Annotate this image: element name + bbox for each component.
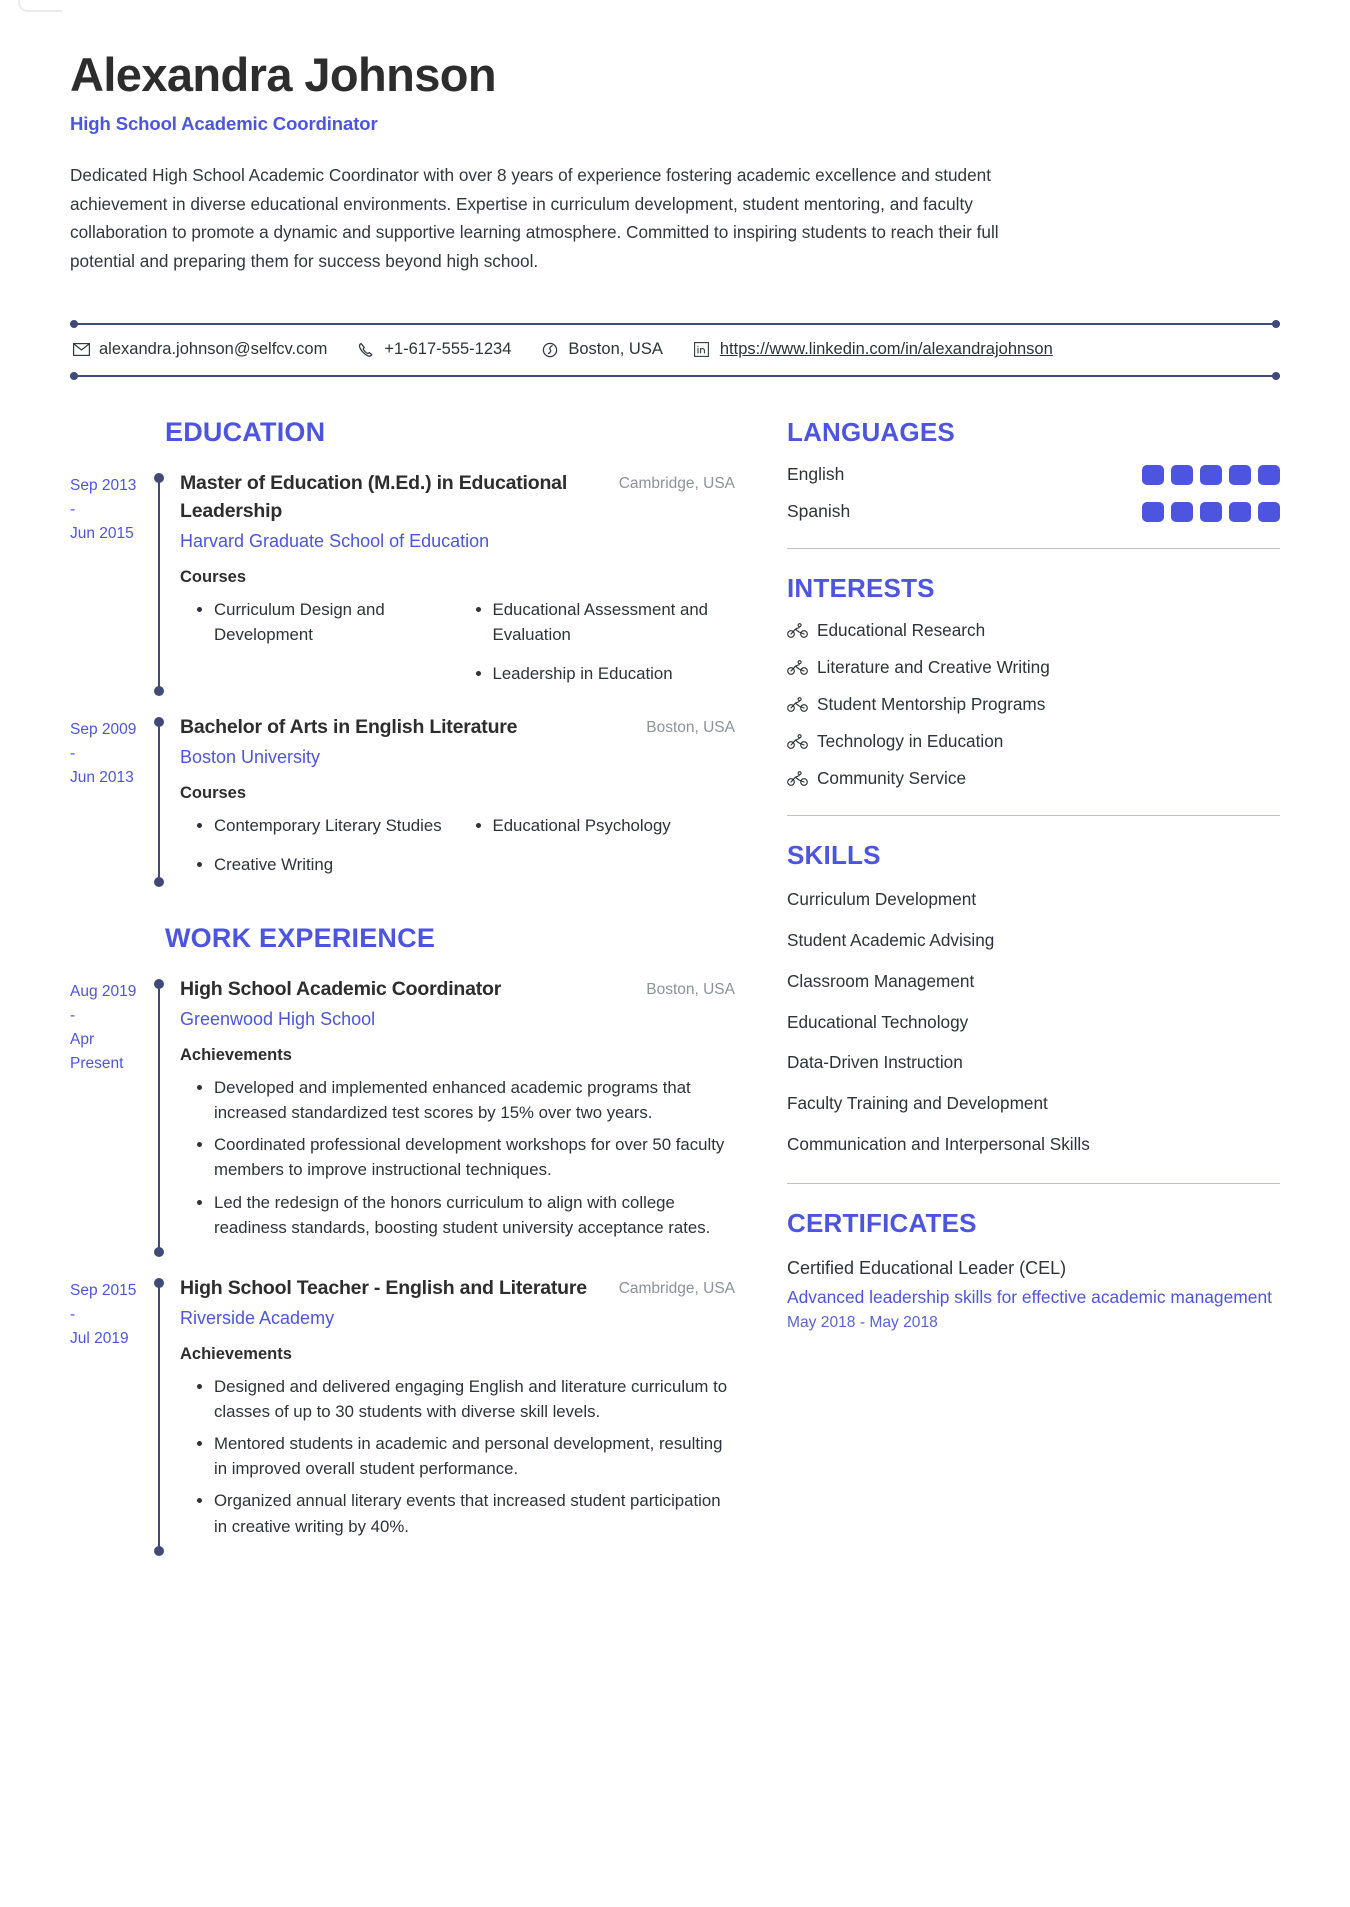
bicycle-icon xyxy=(787,660,808,675)
degree-title: Bachelor of Arts in English Literature xyxy=(180,716,518,739)
education-entry xyxy=(70,470,735,692)
work-entry xyxy=(70,976,735,1253)
work-entry xyxy=(70,1275,735,1552)
interest-item xyxy=(787,731,1280,752)
courses-label: Courses xyxy=(180,567,247,586)
company-name: Riverside Academy xyxy=(180,1307,335,1328)
courses-list xyxy=(180,813,735,877)
level-square xyxy=(1142,502,1164,522)
skill-item: Faculty Training and Development xyxy=(787,1093,1048,1114)
level-square xyxy=(1142,465,1164,485)
skill-item: Data-Driven Instruction xyxy=(787,1052,963,1073)
date-start: Aug 2019 xyxy=(70,983,137,1001)
date-dash: - xyxy=(70,1306,76,1324)
bicycle-icon xyxy=(787,771,808,786)
interest-label: Community Service xyxy=(817,768,966,789)
professional-summary: Dedicated High School Academic Coordinator with over 8 years of experience fostering academic excellence and student achievement in diverse educational environments. Expertise in curriculum development, student mentoring, and faculty collaboration to promote a dynamic and supportive learning atmosphere. Committed to inspiring students to reach their full potential and preparing them for success beyond high school. xyxy=(70,165,999,271)
contact-email[interactable] xyxy=(72,340,327,359)
section-interests xyxy=(787,573,1280,789)
date-end: Jun 2015 xyxy=(70,525,134,543)
section-title-certificates: CERTIFICATES xyxy=(787,1207,977,1238)
level-square xyxy=(1258,465,1280,485)
timeline-marker xyxy=(152,714,166,883)
list-item: • Curriculum Design and Development xyxy=(214,597,457,647)
timeline-marker xyxy=(152,976,166,1253)
contact-location-text: Boston, USA xyxy=(568,340,663,359)
resume-header xyxy=(70,0,1280,275)
certificate-date: May 2018 - May 2018 xyxy=(787,1313,938,1331)
interest-item xyxy=(787,657,1280,678)
timeline-marker xyxy=(152,1275,166,1552)
level-square xyxy=(1200,502,1222,522)
sidebar-divider xyxy=(787,1183,1280,1184)
list-item: • Developed and implemented enhanced academic programs that increased standardized test scores by 15% over two years. xyxy=(214,1075,735,1125)
date-end-line2: Present xyxy=(70,1055,124,1073)
education-dates xyxy=(70,714,152,883)
achievements-label: Achievements xyxy=(180,1045,292,1064)
list-item: • Coordinated professional development workshops for over 50 faculty members to improve instructional techniques. xyxy=(214,1132,735,1182)
sidebar-divider xyxy=(787,815,1280,816)
date-end: Jun 2013 xyxy=(70,769,134,787)
courses-label: Courses xyxy=(180,783,247,802)
education-location: Boston, USA xyxy=(646,719,735,737)
work-location: Boston, USA xyxy=(646,981,735,999)
language-level-meter xyxy=(1142,465,1280,485)
phone-icon xyxy=(357,341,375,359)
school-name: Harvard Graduate School of Education xyxy=(180,530,490,551)
list-item: • Organized annual literary events that increased student participation in creative writing by 40%. xyxy=(214,1488,735,1538)
envelope-icon xyxy=(72,341,90,359)
certificate-name: Certified Educational Leader (CEL) xyxy=(787,1257,1067,1278)
date-dash: - xyxy=(70,745,76,763)
skill-item: Student Academic Advising xyxy=(787,930,995,950)
interest-label: Student Mentorship Programs xyxy=(817,694,1046,715)
school-name: Boston University xyxy=(180,746,321,767)
job-role-title: High School Academic Coordinator xyxy=(180,978,502,1001)
interest-item xyxy=(787,694,1280,715)
work-dates xyxy=(70,976,152,1253)
corner-decoration xyxy=(18,0,62,12)
contact-location xyxy=(541,340,662,359)
list-item: • Led the redesign of the honors curriculum to align with college readiness standards, boosting student university acceptance rates. xyxy=(214,1190,735,1240)
linkedin-icon xyxy=(693,341,711,359)
job-role-title: High School Teacher - English and Literature xyxy=(180,1277,587,1300)
skill-item: Curriculum Development xyxy=(787,889,977,910)
list-item: • Educational Assessment and Evaluation xyxy=(493,597,736,647)
location-pin-icon xyxy=(541,341,559,359)
date-end: Jul 2019 xyxy=(70,1330,129,1348)
contact-bottom-rule xyxy=(70,375,1280,377)
interest-label: Educational Research xyxy=(817,620,986,641)
interest-label: Technology in Education xyxy=(817,731,1004,752)
work-dates xyxy=(70,1275,152,1552)
language-level-meter xyxy=(1142,502,1280,522)
sidebar-divider xyxy=(787,548,1280,549)
section-title-work-experience: WORK EXPERIENCE xyxy=(165,923,436,954)
date-start: Sep 2009 xyxy=(70,721,137,739)
language-name: Spanish xyxy=(787,501,851,522)
interest-item xyxy=(787,768,1280,789)
courses-list xyxy=(180,597,735,687)
section-title-languages: LANGUAGES xyxy=(787,417,955,448)
list-item: • Leadership in Education xyxy=(493,661,736,686)
section-skills xyxy=(787,840,1280,1156)
work-location: Cambridge, USA xyxy=(618,1280,735,1298)
list-item: • Contemporary Literary Studies xyxy=(214,813,457,838)
achievements-label: Achievements xyxy=(180,1344,292,1363)
sidebar-column xyxy=(787,417,1280,1552)
level-square xyxy=(1229,465,1251,485)
education-location: Cambridge, USA xyxy=(618,475,735,493)
page-title: Alexandra Johnson xyxy=(70,48,496,101)
interest-item xyxy=(787,620,1280,641)
achievements-list xyxy=(180,1374,735,1539)
language-row xyxy=(787,501,1280,522)
date-dash: - xyxy=(70,501,76,519)
section-title-skills: SKILLS xyxy=(787,840,881,871)
date-dash: - xyxy=(70,1007,76,1025)
certificate-description: Advanced leadership skills for effective academic management xyxy=(787,1286,1272,1307)
level-square xyxy=(1171,502,1193,522)
company-name: Greenwood High School xyxy=(180,1008,376,1029)
section-title-interests: INTERESTS xyxy=(787,573,935,604)
level-square xyxy=(1229,502,1251,522)
contact-linkedin-text[interactable]: https://www.linkedin.com/in/alexandrajohnson xyxy=(719,340,1053,359)
skill-item: Communication and Interpersonal Skills xyxy=(787,1133,1090,1154)
level-square xyxy=(1200,465,1222,485)
section-title-education: EDUCATION xyxy=(165,417,326,448)
date-start: Sep 2015 xyxy=(70,1282,137,1300)
section-certificates xyxy=(787,1208,1280,1332)
interest-label: Literature and Creative Writing xyxy=(817,657,1050,678)
bicycle-icon xyxy=(787,734,808,749)
list-item: • Designed and delivered engaging English and literature curriculum to classes of up to 30 students with diverse skill levels. xyxy=(214,1374,735,1424)
skill-item: Educational Technology xyxy=(787,1011,969,1032)
achievements-list xyxy=(180,1075,735,1240)
education-dates xyxy=(70,470,152,692)
contact-phone-text: +1-617-555-1234 xyxy=(384,340,512,359)
bicycle-icon xyxy=(787,623,808,638)
main-column xyxy=(70,417,735,1552)
certificate-item xyxy=(787,1255,1280,1332)
contact-linkedin[interactable] xyxy=(693,340,1053,359)
language-name: English xyxy=(787,464,845,485)
section-languages xyxy=(787,417,1280,522)
date-end-line1: Apr xyxy=(70,1031,95,1049)
level-square xyxy=(1258,502,1280,522)
contact-phone[interactable] xyxy=(357,340,511,359)
list-item: • Creative Writing xyxy=(214,852,457,877)
language-row xyxy=(787,464,1280,485)
list-item: • Educational Psychology xyxy=(493,813,736,838)
contact-bar xyxy=(70,309,1280,387)
list-item: • Mentored students in academic and personal development, resulting in improved overall student performance. xyxy=(214,1431,735,1481)
bicycle-icon xyxy=(787,697,808,712)
level-square xyxy=(1171,465,1193,485)
skill-item: Classroom Management xyxy=(787,970,975,991)
job-title: High School Academic Coordinator xyxy=(70,113,378,135)
timeline-marker xyxy=(152,470,166,692)
contact-top-rule xyxy=(70,323,1280,325)
education-entry xyxy=(70,714,735,883)
date-start: Sep 2013 xyxy=(70,477,137,495)
contact-email-text: alexandra.johnson@selfcv.com xyxy=(99,340,328,359)
degree-title: Master of Education (M.Ed.) in Educational Leadership xyxy=(180,472,568,522)
